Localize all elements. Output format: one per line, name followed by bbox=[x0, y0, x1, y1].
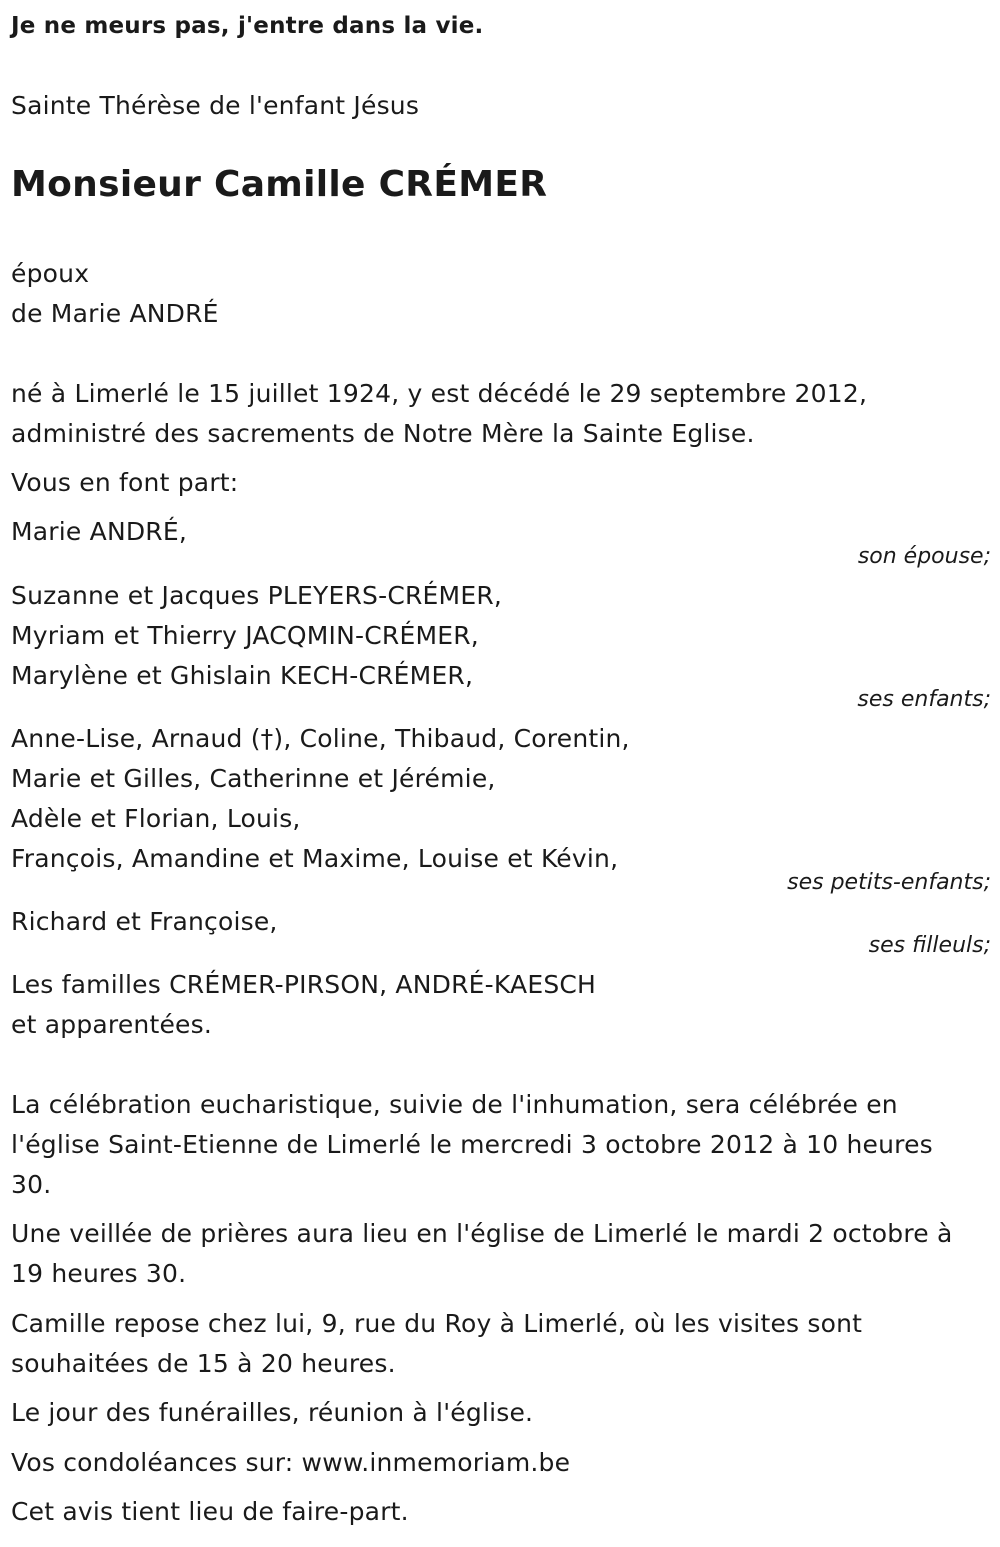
funeral-day: Le jour des funérailles, réunion à l'église. bbox=[11, 1398, 534, 1427]
godchildren-names: Richard et Françoise, bbox=[11, 907, 278, 936]
notice: Cet avis tient lieu de faire-part. bbox=[11, 1497, 409, 1526]
relation-grandchildren: ses petits-enfants; bbox=[787, 870, 991, 895]
child-name: Marylène et Ghislain KECH-CRÉMER, bbox=[11, 661, 474, 690]
visits-line: souhaitées de 15 à 20 heures. bbox=[11, 1349, 396, 1378]
birth-death-line-1: né à Limerlé le 15 juillet 1924, y est décédé le 29 septembre 2012, bbox=[11, 379, 868, 408]
ceremony-line: l'église Saint-Etienne de Limerlé le mercredi 3 octobre 2012 à 10 heures bbox=[11, 1130, 933, 1159]
relation-godchildren: ses filleuls; bbox=[868, 933, 991, 958]
relation-children: ses enfants; bbox=[857, 687, 991, 712]
families-line: Les familles CRÉMER-PIRSON, ANDRÉ-KAESCH bbox=[11, 970, 597, 999]
spouse-line-1: époux bbox=[11, 259, 90, 288]
grandchildren-line: Marie et Gilles, Catherinne et Jérémie, bbox=[11, 764, 496, 793]
spouse-line-2: de Marie ANDRÉ bbox=[11, 299, 219, 328]
grandchildren-line: François, Amandine et Maxime, Louise et Kévin, bbox=[11, 844, 619, 873]
announce: Vous en font part: bbox=[11, 468, 239, 497]
visits-line: Camille repose chez lui, 9, rue du Roy à Limerlé, où les visites sont bbox=[11, 1309, 863, 1338]
grandchildren-line: Anne-Lise, Arnaud (†), Coline, Thibaud, Corentin, bbox=[11, 724, 630, 753]
quote-author: Sainte Thérèse de l'enfant Jésus bbox=[11, 91, 420, 120]
quote: Je ne meurs pas, j'entre dans la vie. bbox=[11, 13, 484, 39]
vigil-line: Une veillée de prières aura lieu en l'église de Limerlé le mardi 2 octobre à bbox=[11, 1219, 953, 1248]
birth-death-line-2: administré des sacrements de Notre Mère la Sainte Eglise. bbox=[11, 419, 755, 448]
child-name: Suzanne et Jacques PLEYERS-CRÉMER, bbox=[11, 581, 503, 610]
child-name: Myriam et Thierry JACQMIN-CRÉMER, bbox=[11, 621, 479, 650]
families-line: et apparentées. bbox=[11, 1010, 212, 1039]
relation-spouse: son épouse; bbox=[857, 544, 991, 569]
grandchildren-line: Adèle et Florian, Louis, bbox=[11, 804, 301, 833]
condolences: Vos condoléances sur: www.inmemoriam.be bbox=[11, 1448, 571, 1477]
ceremony-line: La célébration eucharistique, suivie de l'inhumation, sera célébrée en bbox=[11, 1090, 898, 1119]
spouse-name: Marie ANDRÉ, bbox=[11, 517, 188, 546]
vigil-line: 19 heures 30. bbox=[11, 1259, 187, 1288]
ceremony-line: 30. bbox=[11, 1170, 52, 1199]
deceased-name: Monsieur Camille CRÉMER bbox=[11, 164, 548, 205]
